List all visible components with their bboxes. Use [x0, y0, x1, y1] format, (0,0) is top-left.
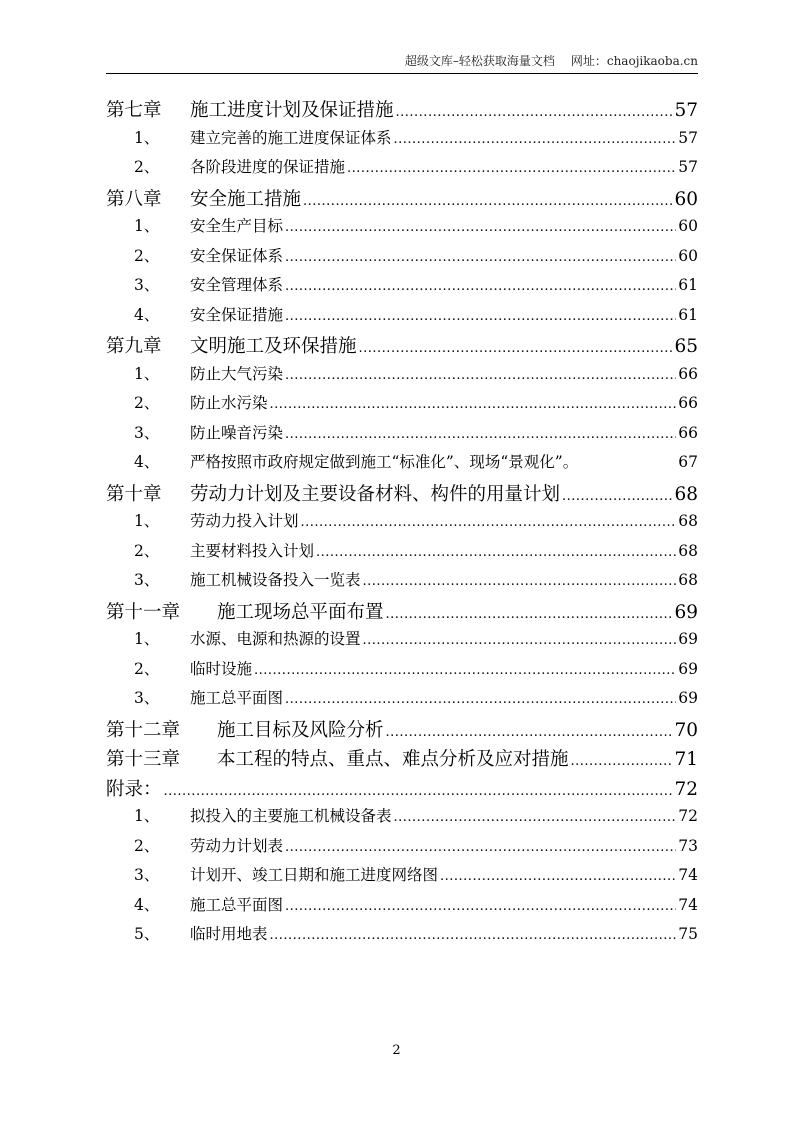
toc-chapter-entry[interactable] — [106, 775, 698, 805]
toc-item-entry[interactable] — [106, 657, 698, 687]
toc-entry-title: 主要材料投入计划 — [190, 541, 315, 560]
toc-entry-label: 1、 — [134, 512, 160, 530]
toc-entry-label: 1、 — [134, 128, 160, 147]
toc-entry-page: 68 — [678, 512, 698, 530]
toc-entry-page: 57 — [678, 128, 698, 147]
toc-chapter-entry[interactable] — [106, 745, 698, 775]
toc-dot-leader — [285, 427, 676, 442]
toc-entry-label: 第十二章 — [106, 719, 181, 741]
toc-entry-page: 57 — [674, 100, 698, 121]
toc-dot-leader — [285, 368, 676, 383]
toc-entry-page: 66 — [678, 364, 698, 383]
toc-entry-title: 本工程的特点、重点、难点分析及应对措施 — [217, 749, 569, 770]
toc-entry-title: 水源、电源和热源的设置 — [190, 630, 361, 648]
toc-entry-label: 4、 — [134, 305, 160, 324]
toc-entry-page: 70 — [674, 719, 698, 741]
toc-item-entry[interactable] — [106, 155, 698, 185]
toc-dot-leader — [396, 105, 673, 120]
toc-entry-label: 1、 — [134, 807, 160, 825]
toc-entry-page: 66 — [678, 394, 698, 412]
toc-entry-label: 3、 — [134, 571, 160, 589]
toc-item-entry[interactable] — [106, 214, 698, 244]
toc-dot-leader — [303, 194, 672, 209]
toc-entry-page: 57 — [678, 158, 698, 176]
header-rule — [106, 73, 698, 74]
toc-entry-label: 1、 — [134, 364, 160, 383]
page-header — [389, 52, 698, 69]
toc-entry-page: 68 — [678, 541, 698, 560]
toc-dot-leader — [270, 928, 677, 943]
toc-entry-label: 第十一章 — [106, 601, 181, 623]
toc-entry-label: 3、 — [134, 276, 160, 294]
toc-entry-page: 69 — [674, 601, 698, 623]
toc-chapter-entry[interactable] — [106, 332, 698, 362]
toc-dot-leader — [386, 607, 673, 622]
toc-dot-leader — [363, 633, 677, 648]
toc-item-entry[interactable] — [106, 863, 698, 893]
toc-chapter-entry[interactable] — [106, 598, 698, 628]
toc-entry-label: 1、 — [134, 217, 160, 235]
page-number: 2 — [392, 1043, 401, 1058]
toc-entry-page: 68 — [674, 483, 698, 505]
toc-item-entry[interactable] — [106, 539, 698, 569]
toc-dot-leader — [285, 309, 676, 324]
toc-dot-leader — [285, 279, 676, 294]
toc-dot-leader — [359, 341, 673, 356]
toc-dot-leader — [440, 869, 676, 884]
toc-entry-page: 67 — [678, 453, 698, 471]
toc-entry-title: 防止水污染 — [190, 394, 268, 412]
toc-entry-title: 文明施工及环保措施 — [190, 336, 357, 357]
toc-entry-title: 拟投入的主要施工机械设备表 — [190, 807, 392, 825]
toc-entry-label: 第七章 — [106, 100, 162, 121]
toc-entry-page: 61 — [678, 305, 698, 324]
toc-entry-title: 临时用地表 — [190, 925, 268, 943]
toc-entry-title: 安全保证措施 — [190, 305, 284, 324]
toc-item-entry[interactable] — [106, 509, 698, 539]
toc-entry-title: 施工机械设备投入一览表 — [190, 571, 361, 589]
toc-item-entry[interactable] — [106, 391, 698, 421]
toc-dot-leader — [363, 574, 677, 589]
toc-entry-label: 2、 — [134, 246, 160, 265]
toc-entry-title: 安全保证体系 — [190, 246, 284, 265]
toc-chapter-entry[interactable] — [106, 480, 698, 510]
toc-entry-label: 第十章 — [106, 483, 162, 505]
header-url: 网址：chaojikaoba.cn — [570, 54, 698, 68]
toc-dot-leader — [270, 397, 677, 412]
toc-entry-label: 1、 — [134, 630, 160, 648]
toc-entry-page: 74 — [678, 866, 698, 884]
toc-dot-leader — [301, 515, 677, 530]
toc-entry-title: 劳动力计划及主要设备材料、构件的用量计划 — [190, 483, 561, 505]
toc-chapter-entry[interactable] — [106, 716, 698, 746]
toc-entry-label: 第八章 — [106, 188, 162, 210]
toc-entry-title: 计划开、竣工日期和施工进度网络图 — [190, 866, 439, 884]
toc-entry-label: 2、 — [134, 541, 160, 560]
toc-dot-leader — [571, 754, 673, 769]
toc-entry-label: 2、 — [134, 394, 160, 412]
toc-entry-title: 施工进度计划及保证措施 — [190, 100, 394, 121]
toc-entry-page: 69 — [678, 659, 698, 678]
toc-entry-page: 72 — [678, 807, 698, 825]
toc-entry-page: 71 — [674, 749, 698, 770]
toc-entry-title: 安全施工措施 — [190, 188, 302, 210]
toc-chapter-entry[interactable] — [106, 185, 698, 215]
toc-dot-leader — [254, 663, 676, 678]
toc-dot-leader — [285, 840, 676, 855]
toc-entry-page: 73 — [678, 836, 698, 855]
toc-chapter-entry[interactable] — [106, 96, 698, 126]
toc-entry-title: 严格按照市政府规定做到施工“标准化”、现场“景观化”。 — [190, 453, 579, 471]
toc-entry-page: 68 — [678, 571, 698, 589]
toc-entry-label: 附录： — [106, 778, 162, 800]
toc-entry-page: 66 — [678, 423, 698, 442]
toc-dot-leader — [394, 132, 677, 147]
toc-entry-title: 施工总平面图 — [190, 895, 284, 914]
toc-item-entry[interactable] — [106, 421, 698, 451]
toc-entry-title: 防止噪音污染 — [190, 423, 284, 442]
toc-item-entry[interactable] — [106, 922, 698, 952]
toc-entry-label: 第十三章 — [106, 749, 181, 770]
toc-entry-title: 各阶段进度的保证措施 — [190, 158, 346, 176]
toc-item-entry[interactable] — [106, 244, 698, 274]
toc-entry-title: 防止大气污染 — [190, 364, 284, 383]
toc-entry-label: 5、 — [134, 925, 160, 943]
toc-dot-leader — [347, 161, 676, 176]
toc-entry-label: 3、 — [134, 866, 160, 884]
toc-entry-title: 安全管理体系 — [190, 276, 284, 294]
toc-entry-label: 4、 — [134, 895, 160, 914]
table-of-contents — [106, 96, 698, 952]
toc-entry-label: 2、 — [134, 836, 160, 855]
toc-item-entry[interactable] — [106, 362, 698, 392]
toc-item-entry[interactable] — [106, 804, 698, 834]
toc-entry-title: 施工总平面图 — [190, 689, 284, 707]
toc-entry-page: 75 — [678, 925, 698, 943]
toc-dot-leader — [285, 220, 676, 235]
toc-entry-label: 第九章 — [106, 336, 162, 357]
toc-entry-page: 72 — [674, 778, 698, 800]
toc-entry-page: 69 — [678, 630, 698, 648]
toc-dot-leader — [394, 810, 677, 825]
toc-entry-label: 2、 — [134, 659, 160, 678]
toc-entry-title: 安全生产目标 — [190, 217, 284, 235]
toc-item-entry[interactable] — [106, 273, 698, 303]
toc-entry-title: 劳动力计划表 — [190, 836, 284, 855]
toc-entry-page: 60 — [674, 188, 698, 210]
toc-item-entry[interactable] — [106, 450, 698, 480]
toc-entry-label: 4、 — [134, 453, 160, 471]
toc-item-entry[interactable] — [106, 303, 698, 333]
toc-entry-label: 3、 — [134, 689, 160, 707]
toc-entry-label: 3、 — [134, 423, 160, 442]
toc-entry-page: 65 — [674, 336, 698, 357]
toc-dot-leader — [386, 725, 673, 740]
toc-entry-page: 69 — [678, 689, 698, 707]
toc-entry-title: 施工现场总平面布置 — [217, 601, 384, 623]
toc-item-entry[interactable] — [106, 627, 698, 657]
toc-dot-leader — [164, 784, 673, 799]
header-site-name: 超级文库–轻松获取海量文档 — [404, 54, 555, 68]
toc-entry-title: 施工目标及风险分析 — [217, 719, 384, 741]
toc-dot-leader — [285, 692, 676, 707]
toc-item-entry[interactable] — [106, 568, 698, 598]
toc-dot-leader — [285, 250, 676, 265]
toc-dot-leader — [316, 545, 676, 560]
toc-item-entry[interactable] — [106, 126, 698, 156]
toc-dot-leader — [285, 899, 676, 914]
toc-item-entry[interactable] — [106, 686, 698, 716]
toc-item-entry[interactable] — [106, 893, 698, 923]
toc-entry-page: 61 — [678, 276, 698, 294]
toc-dot-leader — [562, 489, 672, 504]
toc-entry-title: 临时设施 — [190, 659, 253, 678]
toc-item-entry[interactable] — [106, 834, 698, 864]
toc-entry-title: 建立完善的施工进度保证体系 — [190, 128, 392, 147]
toc-entry-page: 60 — [678, 217, 698, 235]
toc-entry-page: 74 — [678, 895, 698, 914]
toc-entry-page: 60 — [678, 246, 698, 265]
toc-entry-title: 劳动力投入计划 — [190, 512, 299, 530]
toc-entry-label: 2、 — [134, 158, 160, 176]
